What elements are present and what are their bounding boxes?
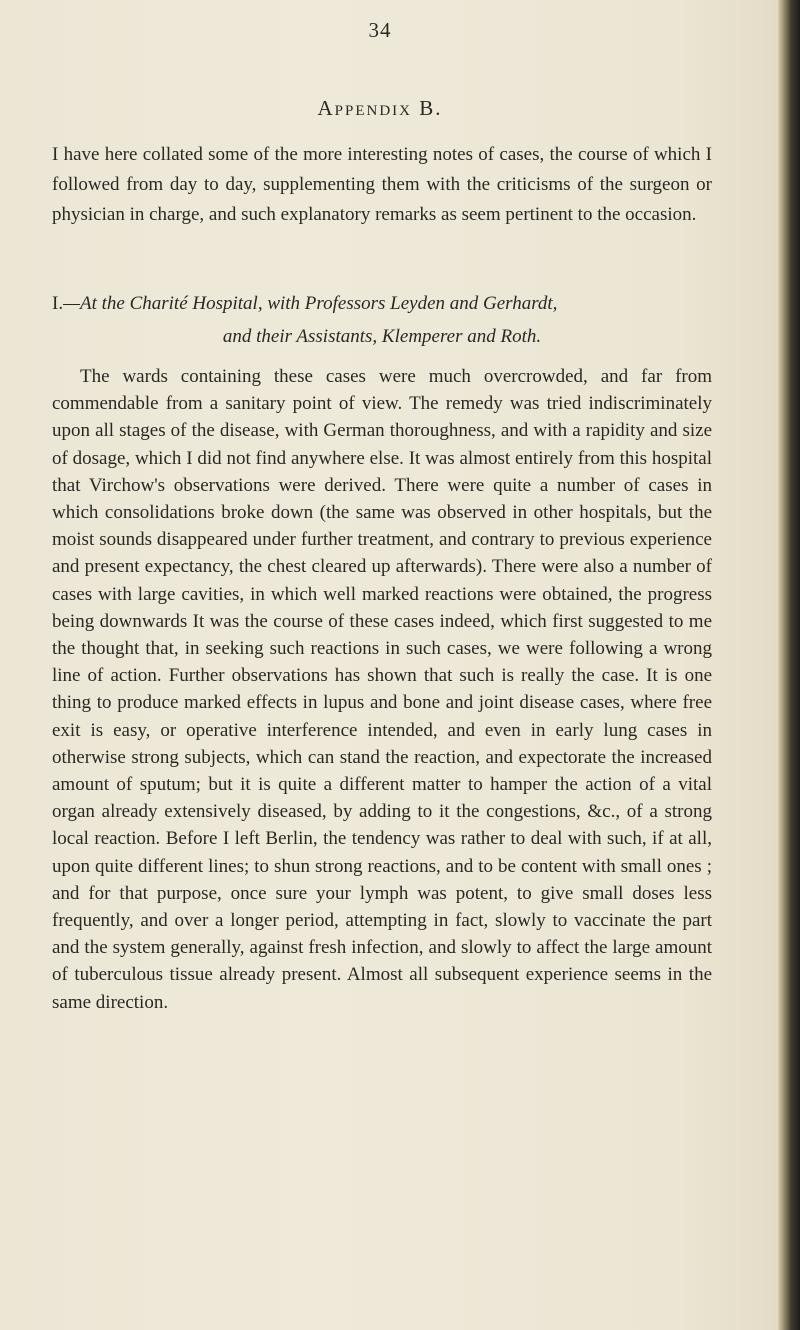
page-edge-shadow [778, 0, 800, 1330]
section-number: I. [52, 293, 64, 314]
page-number: 34 [368, 18, 392, 42]
intro-paragraph: I have here collated some of the more interesting notes of cases, the course of which I followed from day to day, supplementing them with the criticisms of the surgeon or physician in charge, and such explanatory remarks as seem pertinent to the occasion. [52, 144, 712, 225]
section-title-line-1: —At the Charité Hospital, with Professors Leyden and Gerhardt, [63, 293, 558, 314]
section-title-line-2: and their Assistants, Klemperer and Roth. [222, 326, 542, 347]
appendix-heading: Appendix B. [317, 96, 443, 120]
section-heading [52, 287, 712, 353]
body-paragraph: The wards containing these cases were much overcrowded, and far from commendable from a sanitary point of view. The remedy was tried indiscriminately upon all stages of the disease, with German thoroughness, and with a rapidity and size of dosage, which I did not find anywhere else. It was almost entirely from this hospital that Virchow's observations were derived. There were quite a number of cases in which consolidations broke down (the same was observed in other hospitals, but the moist sounds disappeared under further treatment, and contrary to previous experience and present expectancy, the chest cleared up afterwards). There were also a number of cases with large cavities, in which well marked reactions were obtained, the progress being downwards It was the course of these cases indeed, which first suggested to me the thought that, in seeking such reactions in such cases, we were following a wrong line of action. Further observations has shown that such is really the case. It is one thing to produce marked effects in lupus and bone and joint disease cases, where free exit is easy, or operative interference intended, and even in early lung cases in otherwise strong subjects, which can stand the reaction, and expectorate the increased amount of sputum; but it is quite a different matter to hamper the action of a vital organ already extensively diseased, by adding to it the congestions, &c., of a strong local reaction. Before I left Berlin, the tendency was rather to deal with such, if at all, upon quite different lines; to shun strong reactions, and to be content with small ones ; and for that purpose, once sure your lymph was potent, to give small doses less frequently, and over a longer period, attempting in fact, slowly to vaccinate the part and the system generally, against fresh infection, and slowly to affect the large amount of tuberculous tissue already present. Almost all subsequent experience seems in the same direction. [52, 366, 712, 1013]
section-heading-line-1 [52, 287, 712, 320]
